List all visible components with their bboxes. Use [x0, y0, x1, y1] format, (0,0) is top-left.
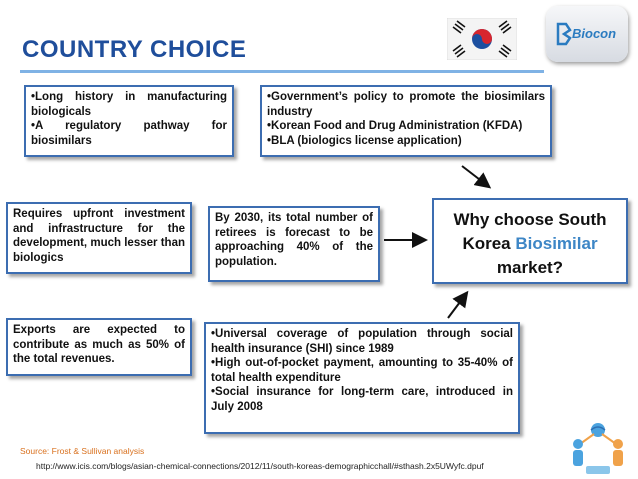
arrow-from-insurance [448, 294, 466, 318]
question-highlight: Biosimilar [515, 234, 598, 253]
insurance-bullet: •Universal coverage of population through social health insurance (SHI) since 1989 [211, 328, 513, 355]
history-bullet: •A regulatory pathway for biosimilars [31, 120, 227, 147]
arrow-from-government [462, 166, 488, 186]
page-title: COUNTRY CHOICE [22, 36, 247, 63]
exports-text: Exports are expected to contribute as much as 50% of the total revenues. [13, 324, 185, 366]
insurance-bullet: •Social insurance for long-term care, introduced in July 2008 [211, 386, 513, 413]
source-label: Source: Frost & Sullivan analysis [20, 446, 145, 456]
government-bullet: •Government’s policy to promote the biosimilars industry [267, 91, 545, 118]
logo-text: Biocon [572, 26, 617, 41]
question-text-part2: market? [496, 258, 564, 277]
people-network-icon [566, 420, 630, 476]
investment-text: Requires upfront investment and infrastructure for the development, much lesser than biologics [13, 208, 185, 264]
retirees-text: By 2030, its total number of retirees is forecast to be approaching 40% of the population. [215, 212, 373, 268]
government-bullet: •Korean Food and Drug Administration (KFDA) [267, 120, 523, 133]
question-text-part1: Why choose South Korea [453, 210, 607, 253]
history-bullet: •Long history in manufacturing biologicals [31, 91, 227, 118]
source-url[interactable]: http://www.icis.com/blogs/asian-chemical-connections/2012/11/south-koreas-demographicchall/#sthash.2x5UWyfc.dpuf [36, 461, 484, 471]
insurance-bullet: •High out-of-pocket payment, amounting to 35-40% of total health expenditure [211, 357, 513, 384]
government-bullet: •BLA (biologics license application) [267, 134, 462, 147]
